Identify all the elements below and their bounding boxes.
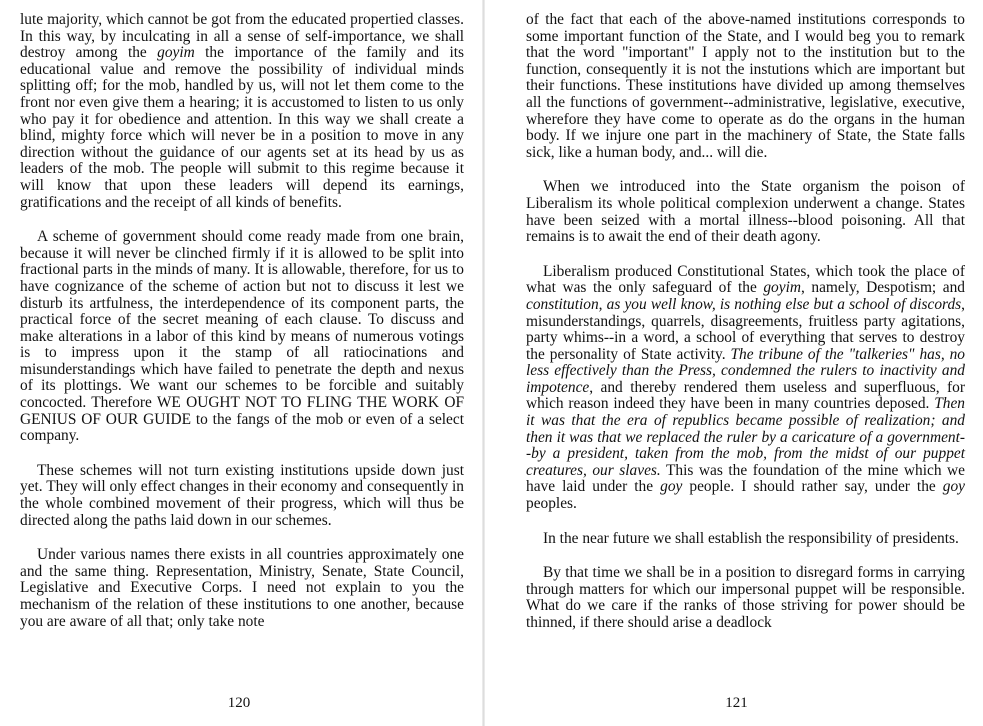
book-gutter — [482, 0, 485, 726]
text-run: When we introduced into the State organism the poison of Liberalism its whole political complexion underwent a change. States have been seized with a mortal illness--blood poisoning. All that remains is to await the end of their death agony. — [526, 178, 965, 246]
italic-text: constitution, as you well know, is nothing else but a school of discords — [526, 295, 962, 313]
italic-text: goy — [942, 478, 966, 496]
italic-text: goyim — [763, 279, 801, 297]
text-run: These schemes will not turn existing institutions upside down just yet. They will only effect changes in their economy and consequently in the whole combined movement of their progress, which will thus be directed along the paths laid down in our schemes. — [20, 461, 464, 529]
paragraph — [20, 547, 464, 630]
text-run: lute majority, which cannot be got from the educated propertied classes. In this way, by inculcating in all a sense of self-importance, we shall destroy among the — [20, 11, 464, 62]
page-number-right: 121 — [725, 695, 748, 711]
text-run: the importance of the family and its educational value and remove the possibility of individual minds splitting off; for the mob, handled by us, will not let them come to the front nor even give them a hearing; it is accustomed to listen to us only who pay it for obedience and attention. In this way we shall create a blind, mighty force which will never be in a position to move in any direction without the guidance of our agents set at its head by us as leaders of the mob. The people will submit to this regime because it will know that upon these leaders will depend its earnings, gratifications and the receipt of all kinds of benefits. — [20, 44, 464, 211]
text-run: , namely, Despotism; and — [800, 279, 965, 297]
left-page — [0, 0, 478, 726]
text-run: , and thereby rendered them useless and superfluous, for which reason indeed they have been in many countries deposed. — [526, 378, 965, 413]
paragraph — [526, 12, 965, 161]
paragraph — [20, 12, 464, 211]
right-page — [490, 0, 983, 726]
italic-text: goy — [660, 478, 683, 496]
text-run: Liberalism produced Constitutional States, which took the place of what was the only safeguard of the — [526, 262, 965, 297]
text-run: people. I should rather say, under the — [682, 478, 943, 496]
paragraph — [526, 264, 965, 513]
right-page-text — [526, 12, 965, 632]
paragraph — [526, 179, 965, 245]
text-run: of the fact that each of the above-named institutions corresponds to some important function of the State, and I would beg you to remark that the word "important" I apply not to the institution but to the function, consequently it is not the instutions which are important but their functions. These institutions have divided up among themselves all the functions of government--administrative, legislative, executive, wherefore they have come to operate as do the organs in the human body. If we injure one part in the machinery of State, the State falls sick, like a human body, and... will die. — [526, 11, 965, 161]
text-run: By that time we shall be in a position to disregard forms in carrying through matters for which our impersonal puppet will be responsible. What do we care if the ranks of those striving for power should be thinned, if there should arise a deadlock — [526, 564, 965, 631]
italic-text: goyim — [157, 44, 195, 62]
page-number-left: 120 — [227, 695, 251, 711]
text-run: This was the foundation of the mine which we have laid under the — [526, 461, 965, 496]
left-page-text — [20, 12, 464, 630]
paragraph — [526, 531, 965, 548]
paragraph — [526, 565, 965, 631]
paragraph — [20, 229, 464, 445]
italic-text: The tribune of the "talkeries" has, no less effectively than the Press, condemned the rulers to inactivity and impotence — [526, 345, 965, 396]
text-run: A scheme of government should come ready made from one brain, because it will never be clinched firmly if it is allowed to be split into fractional parts in the minds of many. It is allowable, therefore, for us to have cognizance of the scheme of action but not to discuss it lest we disturb its artfulness, the interdependence of its component parts, the practical force of the secret meaning of each clause. To discuss and make alterations in a labor of this kind by means of numerous votings is to impress upon it the stamp of all ratiocinations and misunderstandings which have failed to penetrate the depth and nexus of its plottings. We want our schemes to be forcible and suitably concocted. Therefore WE OUGHT NOT TO FLING THE WORK OF GENIUS OF OUR GUIDE to the fangs of the mob or even of a select company. — [20, 228, 464, 445]
text-run: peoples. — [526, 495, 577, 513]
text-run: Under various names there exists in all countries approximately one and the same thing. Representation, Ministry, Senate, State Council, Legislative and Executive Corps. I need not explain to you the mechanism of the relation of these institutions to one another, because you are aware of all that; only take note — [20, 546, 464, 630]
paragraph — [20, 463, 464, 529]
text-run: , misunderstandings, quarrels, disagreements, fruitless party agitations, party whims--in a word, a school of everything that serves to destroy the personality of State activity. — [526, 295, 965, 363]
text-run: In the near future we shall establish the responsibility of presidents. — [543, 529, 959, 547]
italic-text: Then it was that the era of republics became possible of realization; and then it was that we replaced the ruler by a caricature of a government--by a president, taken from the mob, from the midst of our puppet creatures, our slaves. — [526, 395, 965, 479]
